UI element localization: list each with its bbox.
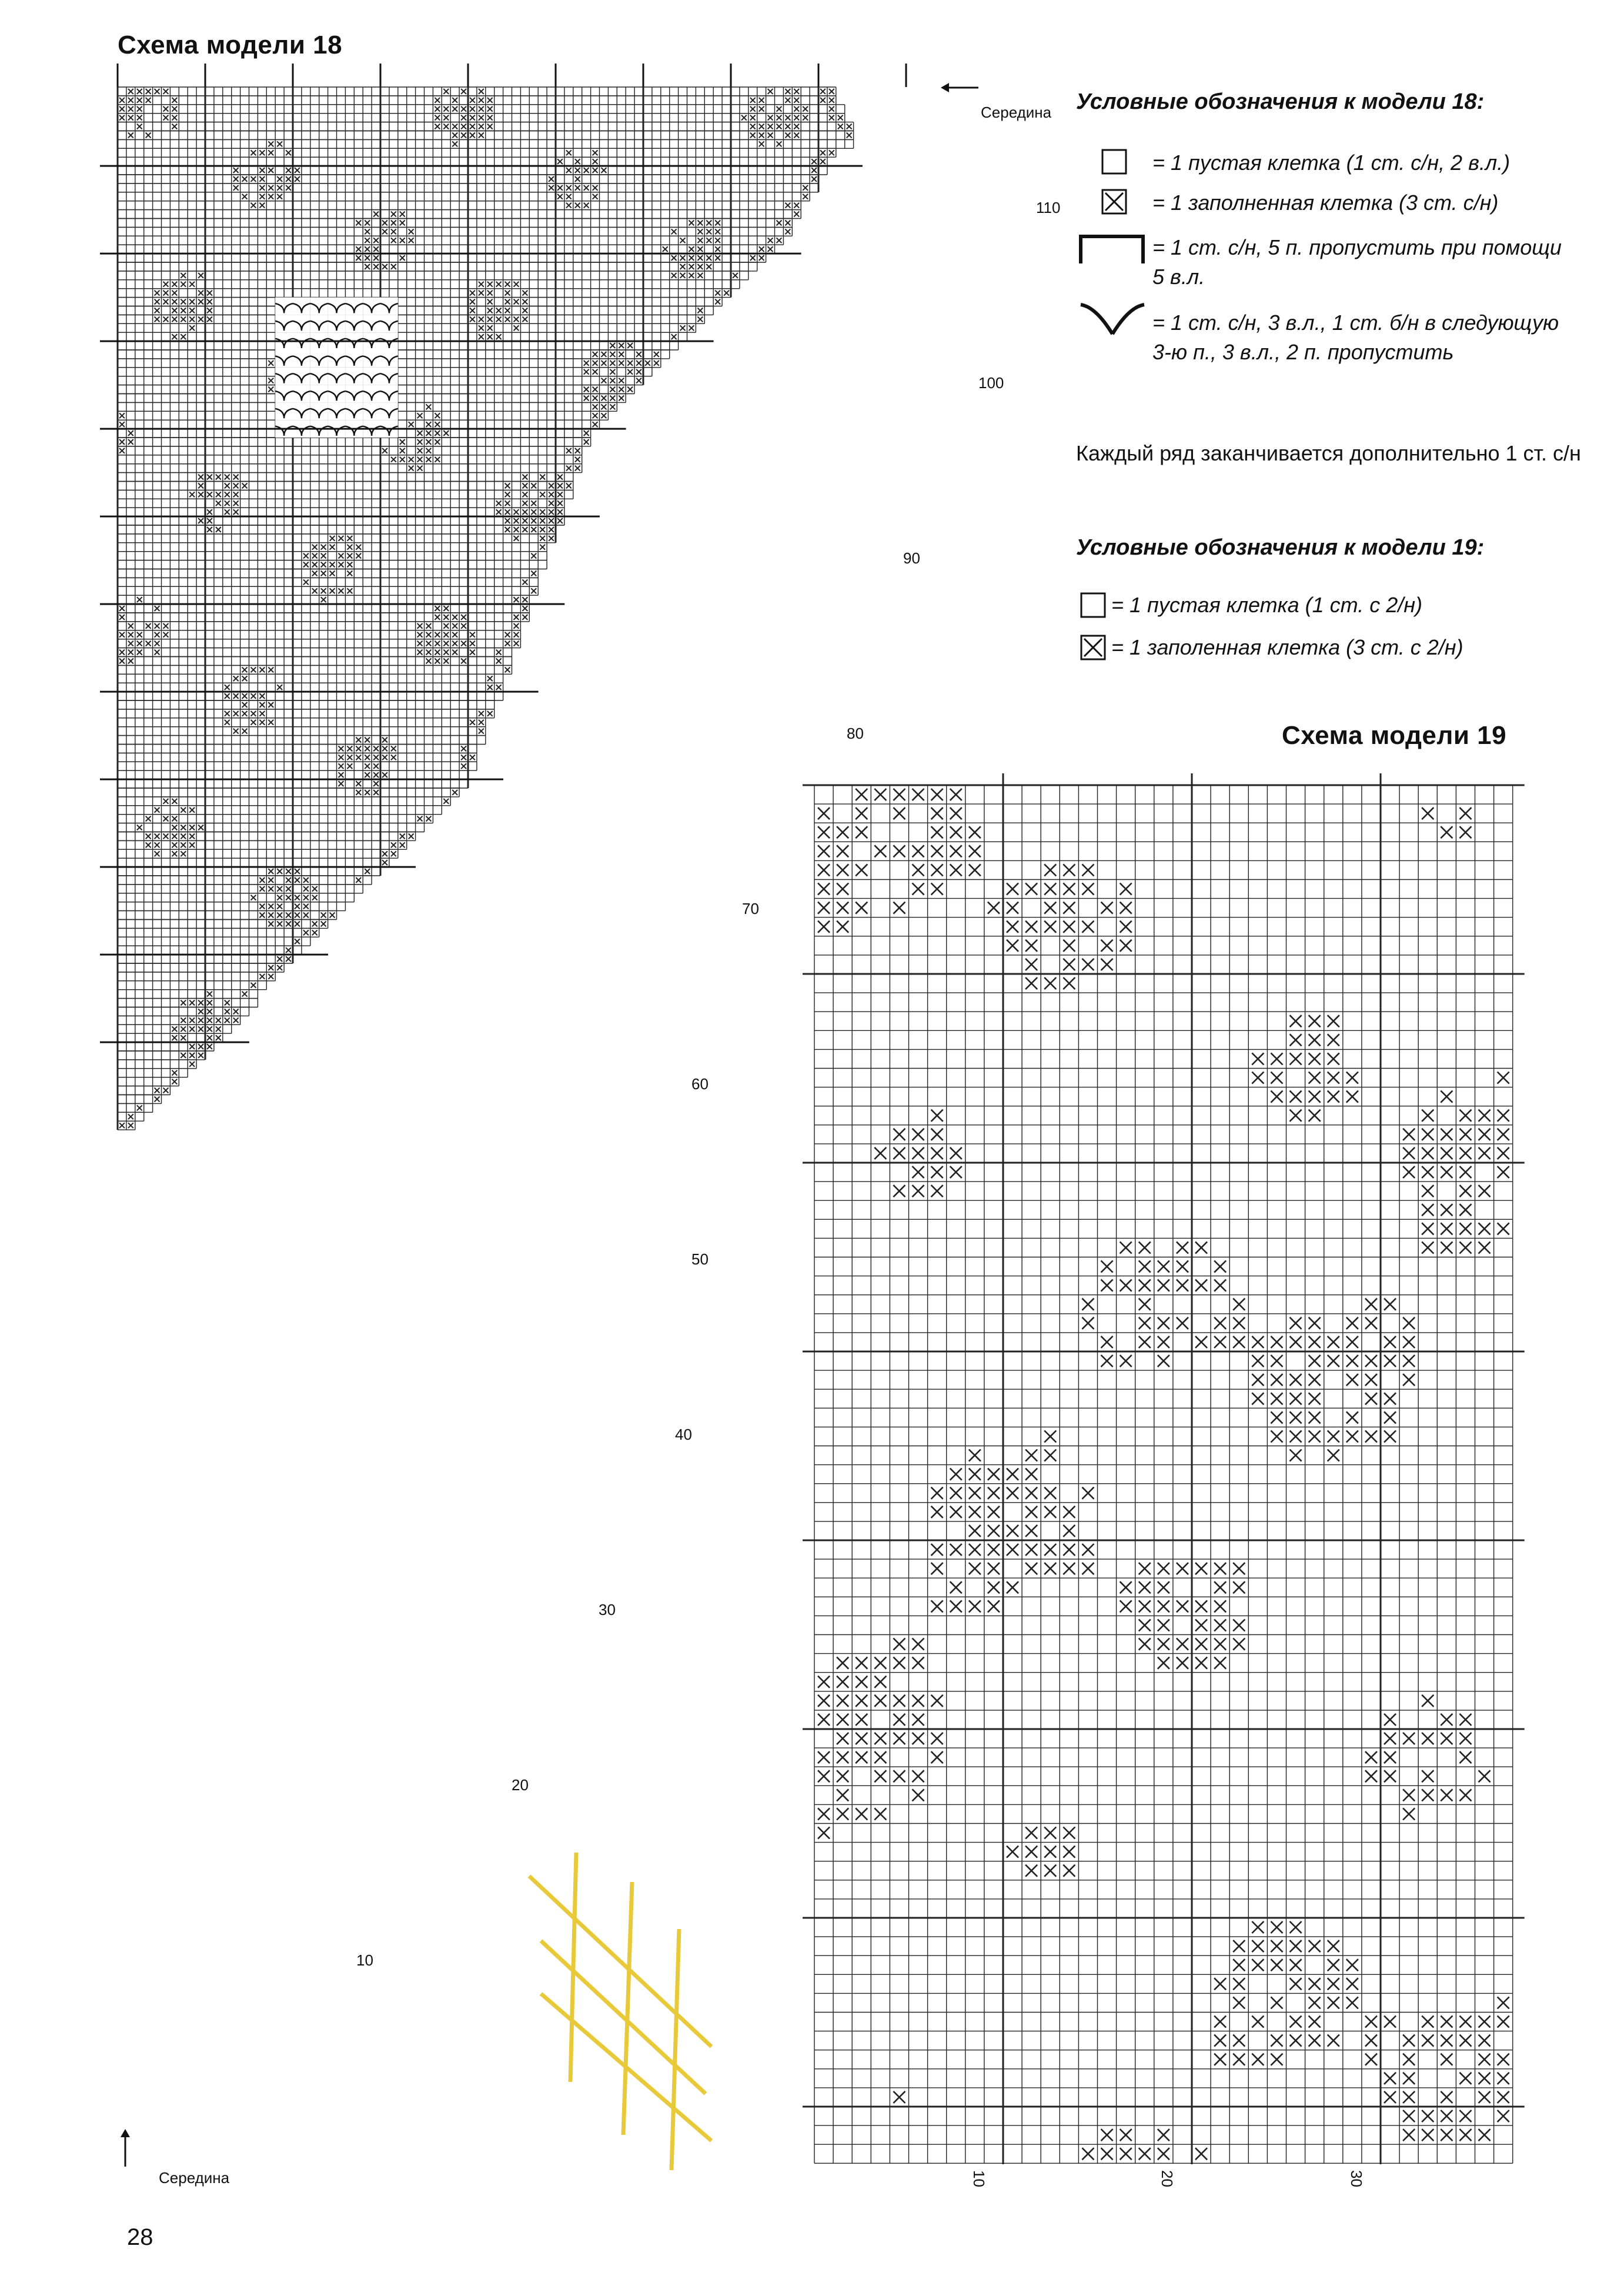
- model18-title: Схема модели 18: [118, 31, 343, 59]
- model18-grid: [118, 87, 854, 1130]
